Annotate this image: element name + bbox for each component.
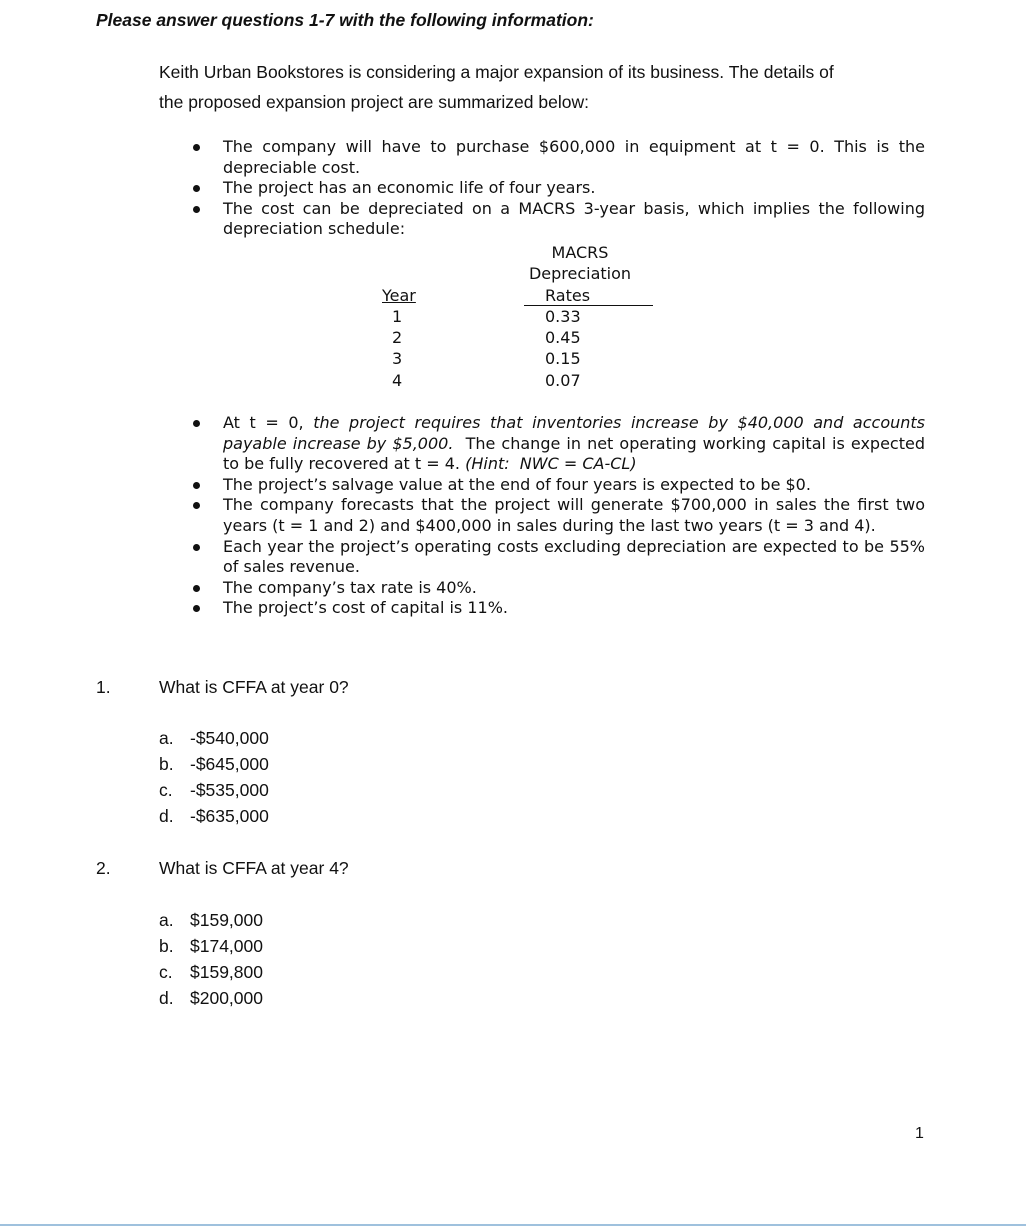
rates-underline — [524, 305, 653, 306]
question-2-number: 2. — [96, 858, 111, 878]
bullet-macrs: The cost can be depreciated on a MACRS 3-year basis, which implies the following depreciation schedule: — [192, 199, 925, 240]
question-1-option-a: a. -$540,000 — [159, 728, 269, 748]
page-number: 1 — [915, 1125, 924, 1142]
question-2-option-c: c. $159,800 — [159, 962, 263, 982]
page-heading: Please answer questions 1-7 with the following information: — [96, 10, 594, 30]
question-1-option-d: d. -$635,000 — [159, 806, 269, 826]
table-header-macrs: MACRS — [551, 243, 609, 262]
intro-line-2: the proposed expansion project are summarized below: — [159, 92, 589, 112]
question-2-option-b: b. $174,000 — [159, 936, 263, 956]
bullet-nwc: At t = 0, the project requires that inventories increase by $40,000 and accounts payable increase by $5,000. The change in net operating working capital is expected to be fully recovered at t = 4. (Hint: NWC = CA-CL) — [192, 413, 925, 475]
intro-line-1: Keith Urban Bookstores is considering a major expansion of its business. The details of — [159, 62, 834, 82]
table-year-3: 3 — [392, 349, 403, 368]
project-details-list-2 — [192, 413, 931, 619]
bullet-operating-costs: Each year the project’s operating costs excluding depreciation are expected to be 55% of sales revenue. — [192, 537, 925, 578]
table-header-rates: Rates — [545, 286, 591, 305]
table-year-4: 4 — [392, 371, 403, 390]
bullet-tax-rate: The company’s tax rate is 40%. — [192, 578, 925, 599]
table-header-depreciation: Depreciation — [528, 264, 632, 283]
bullet-salvage: The project’s salvage value at the end of four years is expected to be $0. — [192, 475, 925, 496]
table-rate-4: 0.07 — [545, 371, 581, 390]
footer-rule — [0, 1224, 1026, 1226]
table-rate-1: 0.33 — [545, 307, 581, 326]
question-1-number: 1. — [96, 677, 111, 697]
question-2-option-a: a. $159,000 — [159, 910, 263, 930]
question-2-text: What is CFFA at year 4? — [159, 858, 349, 878]
bullet-economic-life: The project has an economic life of four years. — [192, 178, 925, 199]
table-rate-2: 0.45 — [545, 328, 581, 347]
question-1-option-c: c. -$535,000 — [159, 780, 269, 800]
bullet-equipment: The company will have to purchase $600,000 in equipment at t = 0. This is the depreciable cost. — [192, 137, 925, 178]
bullet-cost-of-capital: The project’s cost of capital is 11%. — [192, 598, 925, 619]
question-1-option-b: b. -$645,000 — [159, 754, 269, 774]
question-1-text: What is CFFA at year 0? — [159, 677, 349, 697]
table-rate-3: 0.15 — [545, 349, 581, 368]
question-2-option-d: d. $200,000 — [159, 988, 263, 1008]
table-header-year: Year — [382, 286, 416, 305]
table-year-1: 1 — [392, 307, 403, 326]
project-details-list — [192, 137, 925, 240]
table-year-2: 2 — [392, 328, 403, 347]
bullet-sales: The company forecasts that the project will generate $700,000 in sales the first two years (t = 1 and 2) and $400,000 in sales during the last two years (t = 3 and 4). — [192, 495, 925, 536]
